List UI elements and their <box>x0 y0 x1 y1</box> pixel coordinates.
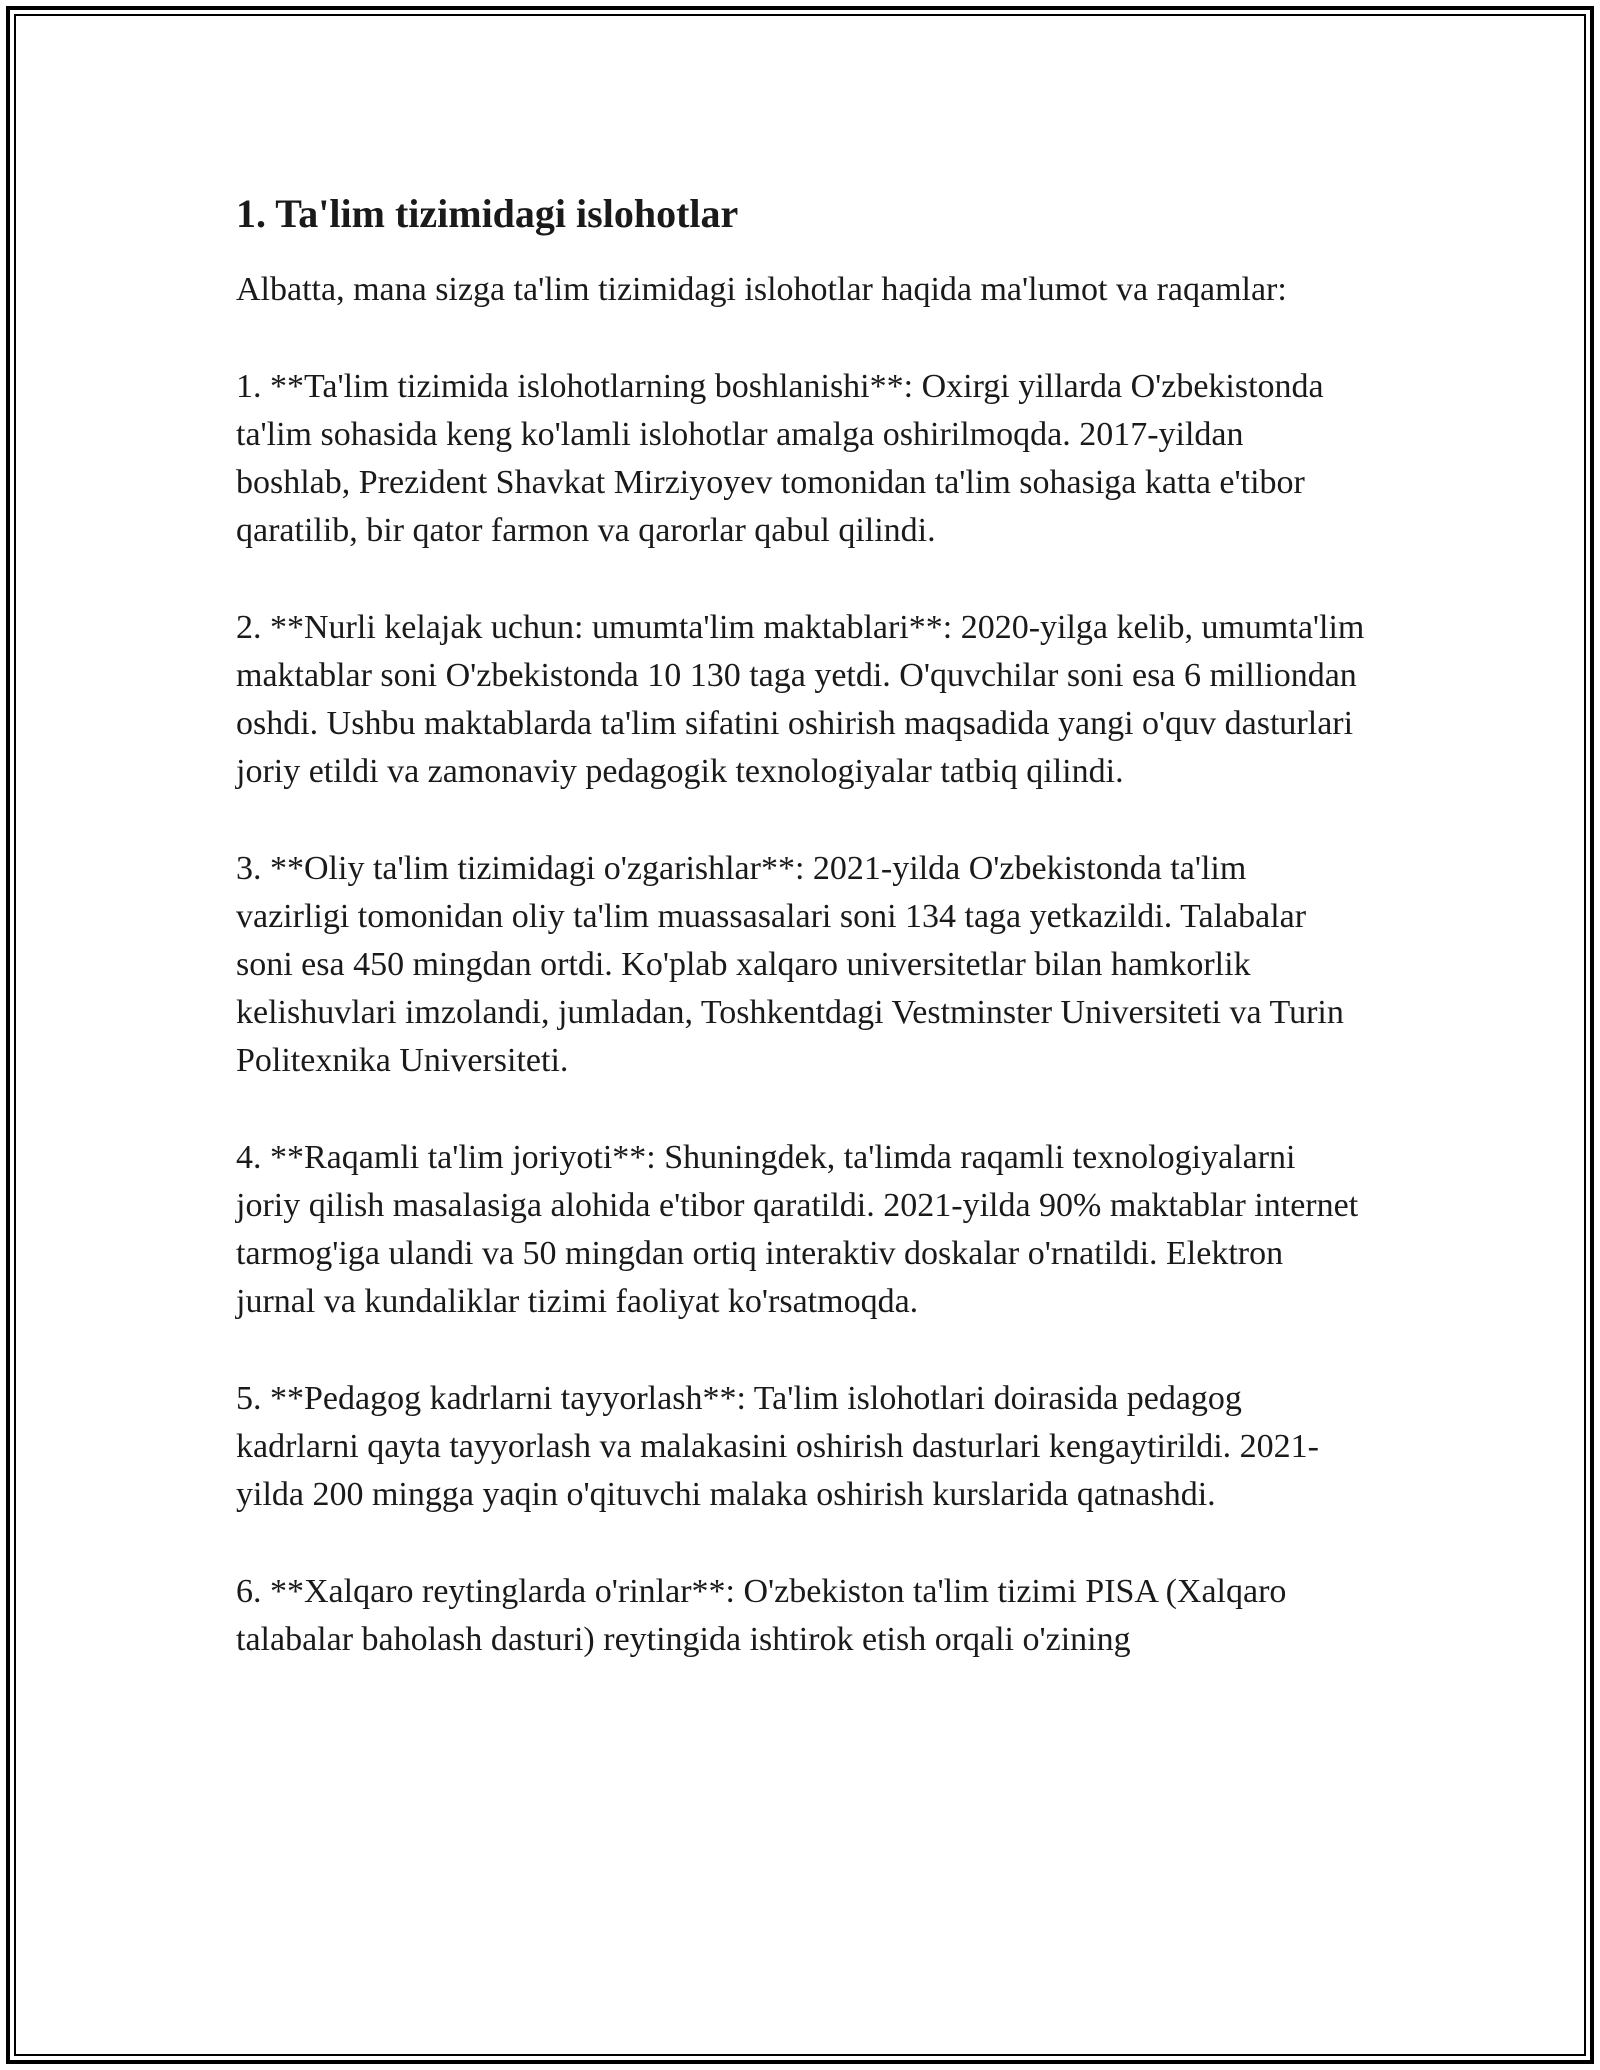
paragraph-item-3: 3. **Oliy ta'lim tizimidagi o'zgarishlar**: 2021-yilda O'zbekistonda ta'lim vazirligi tomonidan oliy ta'lim muassasalari soni 134 taga yetkazildi. Talabalar soni esa 450 mingdan ortdi. Ko'plab xalqaro universitetlar bilan hamkorlik kelishuvlari imzolandi, jumladan, Toshkentdagi Vestminster Universiteti va Turin Politexnika Universiteti. <box>236 850 1344 1079</box>
intro-paragraph: Albatta, mana sizga ta'lim tizimidagi islohotlar haqida ma'lumot va raqamlar: <box>236 271 1287 308</box>
document-body <box>236 188 1366 1664</box>
paragraph-item-6: 6. **Xalqaro reytinglarda o'rinlar**: O'zbekiston ta'lim tizimi PISA (Xalqaro talabalar baholash dasturi) reytingida ishtirok etish orqali o'zining <box>236 1573 1287 1658</box>
paragraph-item-4: 4. **Raqamli ta'lim joriyoti**: Shuningdek, ta'limda raqamli texnologiyalarni joriy qilish masalasiga alohida e'tibor qaratildi. 2021-yilda 90% maktablar internet tarmog'iga ulandi va 50 mingdan ortiq interaktiv doskalar o'rnatildi. Elektron jurnal va kundaliklar tizimi faoliyat ko'rsatmoqda. <box>236 1139 1359 1320</box>
paragraph-item-2: 2. **Nurli kelajak uchun: umumta'lim maktablari**: 2020-yilga kelib, umumta'lim maktablar soni O'zbekistonda 10 130 taga yetdi. O'quvchilar soni esa 6 milliondan oshdi. Ushbu maktablarda ta'lim sifatini oshirish maqsadida yangi o'quv dasturlari joriy etildi va zamonaviy pedagogik texnologiyalar tatbiq qilindi. <box>236 609 1365 790</box>
paragraph-item-5: 5. **Pedagog kadrlarni tayyorlash**: Ta'lim islohotlari doirasida pedagog kadrlarni qayta tayyorlash va malakasini oshirish dasturlari kengaytirildi. 2021-yilda 200 mingga yaqin o'qituvchi malaka oshirish kurslarida qatnashdi. <box>236 1380 1319 1513</box>
document-title: 1. Ta'lim tizimidagi islohotlar <box>236 191 739 236</box>
paragraph-item-1: 1. **Ta'lim tizimida islohotlarning boshlanishi**: Oxirgi yillarda O'zbekistonda ta'lim sohasida keng ko'lamli islohotlar amalga oshirilmoqda. 2017-yildan boshlab, Prezident Shavkat Mirziyoyev tomonidan ta'lim sohasiga katta e'tibor qaratilib, bir qator farmon va qarorlar qabul qilindi. <box>236 368 1324 549</box>
